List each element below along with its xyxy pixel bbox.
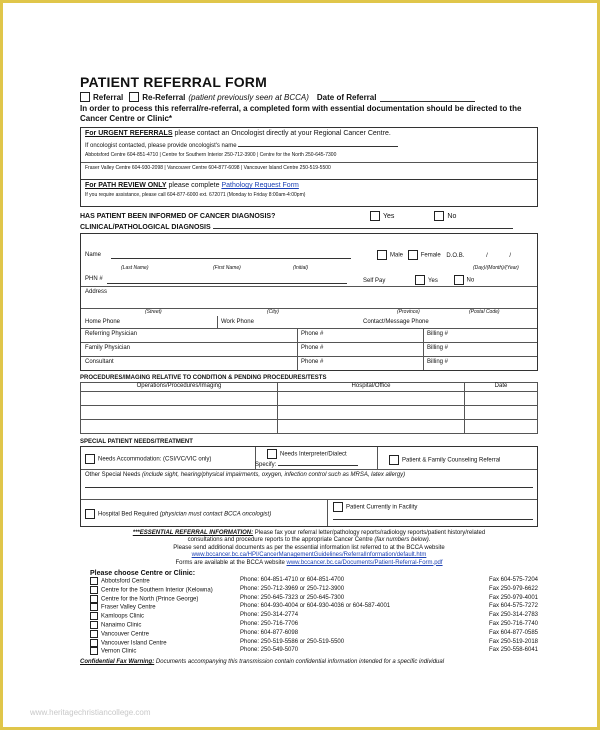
facility-name-field[interactable] bbox=[333, 519, 533, 520]
clinic-checkbox[interactable] bbox=[90, 577, 98, 585]
self-pay-yes-checkbox[interactable] bbox=[415, 275, 425, 285]
clinic-phone: Phone: 604-930-4004 or 604-930-4036 or 604-587-4001 bbox=[240, 603, 391, 610]
clinic-name: Kamloops Clinic bbox=[101, 613, 145, 620]
female-checkbox[interactable] bbox=[408, 250, 418, 260]
other-needs-field[interactable] bbox=[85, 487, 533, 488]
urgent-text: please contact an Oncologist directly at your Regional Cancer Centre. bbox=[174, 130, 391, 137]
referring-physician-label: Referring Physician bbox=[85, 331, 138, 337]
oncologist-name-field[interactable] bbox=[238, 140, 398, 147]
clinic-phone: Phone: 250-712-3969 or 250-712-3900 bbox=[240, 585, 345, 592]
phn-label: PHN # bbox=[85, 276, 103, 282]
fax-warning bbox=[80, 659, 538, 665]
date-of-referral-field[interactable] bbox=[380, 93, 475, 102]
clinic-name: Centre for the Southern Interior (Kelowna) bbox=[101, 587, 213, 594]
clinic-fax: Fax 250-314-2783 bbox=[488, 612, 538, 619]
hospital-col-header: Hospital/Office bbox=[278, 383, 465, 392]
clinical-diagnosis-field[interactable] bbox=[213, 222, 513, 229]
male-label: Male bbox=[390, 252, 404, 259]
clinic-heading: Please choose Centre or Clinic: bbox=[90, 570, 196, 578]
home-phone-label: Home Phone bbox=[85, 319, 121, 325]
accommodation-checkbox[interactable] bbox=[85, 454, 95, 464]
clinic-fax: Fax 250-558-6041 bbox=[488, 647, 538, 654]
other-needs-note: (include sight, hearing/physical impairments, oxygen, infection control such as MRSA, latex allergy) bbox=[142, 472, 406, 478]
clinic-fax: Fax 604-575-7272 bbox=[488, 603, 538, 610]
dob-slash-1: / bbox=[486, 252, 488, 259]
consultant-label: Consultant bbox=[85, 359, 114, 365]
table-row[interactable] bbox=[81, 420, 538, 434]
clinic-phone: Phone: 604-877-6098 bbox=[240, 629, 299, 636]
clinic-checkbox[interactable] bbox=[90, 630, 98, 638]
clinic-name: Vancouver Island Centre bbox=[101, 640, 167, 647]
clinic-phone: Phone: 250-314-2774 bbox=[240, 612, 299, 619]
clinic-option[interactable] bbox=[90, 647, 538, 656]
male-checkbox[interactable] bbox=[377, 250, 387, 260]
contact-phone-label: Contact/Message Phone bbox=[363, 319, 429, 325]
clinic-phone: Phone: 250-645-7323 or 250-645-7300 bbox=[240, 594, 345, 601]
diagnosis-question-row bbox=[80, 211, 538, 221]
dob-label: D.O.B. bbox=[446, 252, 465, 259]
interpreter-label: Needs Interpreter/Dialect bbox=[280, 451, 347, 458]
urgent-referrals-box bbox=[80, 127, 538, 180]
table-row[interactable] bbox=[81, 392, 538, 406]
sex-row bbox=[377, 250, 511, 260]
interpreter-checkbox[interactable] bbox=[267, 449, 277, 459]
procedures-table bbox=[80, 382, 538, 434]
dob-slash-2: / bbox=[509, 252, 512, 259]
clinic-option[interactable] bbox=[90, 603, 538, 612]
form-title: PATIENT REFERRAL FORM bbox=[80, 74, 267, 90]
initial-hint: (Initial) bbox=[293, 265, 309, 271]
clinic-fax: Fax 250-979-6622 bbox=[488, 585, 538, 592]
intro-text: In order to process this referral/re-referral, a completed form with essential documentation should be directed to the Cancer Centre or Clinic* bbox=[80, 104, 522, 123]
date-of-referral-label: Date of Referral bbox=[316, 92, 377, 102]
referral-form bbox=[80, 70, 538, 665]
hospital-bed-note: (physician must contact BCCA oncologist) bbox=[159, 511, 272, 518]
clinic-fax: Fax 250-716-7740 bbox=[488, 620, 538, 627]
city-hint: (City) bbox=[267, 309, 279, 315]
rereferral-label: Re-Referral bbox=[142, 92, 186, 102]
clinic-phone: Phone: 250-519-5586 or 250-519-5500 bbox=[240, 638, 345, 645]
family-physician-label: Family Physician bbox=[85, 345, 131, 351]
phn-field[interactable] bbox=[107, 283, 347, 284]
referral-checkbox[interactable] bbox=[80, 92, 90, 102]
fax-warning-heading: Confidential Fax Warning: bbox=[80, 659, 155, 666]
clinic-option[interactable] bbox=[90, 577, 538, 586]
clinic-name: Vernon Clinic bbox=[101, 648, 137, 655]
table-row[interactable] bbox=[81, 406, 538, 420]
urgent-heading: For URGENT REFERRALS bbox=[85, 130, 173, 137]
path-review-box bbox=[80, 180, 538, 207]
informed-yes-label: Yes bbox=[383, 212, 395, 220]
province-hint: (Province) bbox=[397, 309, 420, 315]
path-text: please complete bbox=[168, 182, 220, 189]
family-billing-label: Billing # bbox=[427, 345, 449, 351]
rereferral-note: (patient previously seen at BCCA) bbox=[188, 92, 309, 102]
counseling-label: Patient & Family Counseling Referral bbox=[402, 457, 501, 464]
family-phone-label: Phone # bbox=[301, 345, 324, 351]
counseling-checkbox[interactable] bbox=[389, 455, 399, 465]
urgent-centres-line1: Abbotsford Centre 604-851-4710 | Centre for Southern Interior 250-712-3900 | Centre for the North 250-645-7300 bbox=[85, 152, 337, 158]
clinic-checkbox[interactable] bbox=[90, 647, 98, 655]
clinic-option[interactable] bbox=[90, 612, 538, 621]
clinic-checkbox[interactable] bbox=[90, 603, 98, 611]
referral-form-pdf-link[interactable]: www.bccancer.bc.ca/Documents/Patient-Referral-Form.pdf bbox=[286, 559, 443, 566]
path-heading: For PATH REVIEW ONLY bbox=[85, 182, 167, 189]
in-facility-checkbox[interactable] bbox=[333, 502, 343, 512]
in-facility-label: Patient Currently in Facility bbox=[346, 504, 418, 511]
clinic-option[interactable] bbox=[90, 621, 538, 630]
procedures-col-header: Operations/Procedures/Imaging bbox=[81, 383, 278, 392]
clinic-phone: Phone: 604-851-4710 or 604-851-4700 bbox=[240, 577, 345, 584]
last-name-hint: (Last Name) bbox=[121, 265, 149, 271]
first-name-hint: (First Name) bbox=[213, 265, 241, 271]
clinic-checkbox[interactable] bbox=[90, 639, 98, 647]
name-field[interactable] bbox=[111, 258, 351, 259]
clinic-option[interactable] bbox=[90, 586, 538, 595]
clinic-fax: Fax 250-979-4001 bbox=[488, 594, 538, 601]
special-needs-heading: SPECIAL PATIENT NEEDS/TREATMENT bbox=[80, 439, 193, 445]
self-pay-label: Self Pay bbox=[363, 277, 386, 284]
essential-info bbox=[80, 530, 538, 567]
clinic-name: Nanaimo Clinic bbox=[101, 622, 142, 629]
informed-no-checkbox[interactable] bbox=[434, 211, 444, 221]
clinic-fax: Fax 604-575-7204 bbox=[488, 577, 538, 584]
clinic-name: Vancouver Centre bbox=[101, 631, 149, 638]
watermark-text: www.heritagechristiancollege.com bbox=[30, 708, 151, 717]
clinic-name: Centre for the North (Prince George) bbox=[101, 596, 199, 603]
clinic-checkbox[interactable] bbox=[90, 595, 98, 603]
referring-phone-label: Phone # bbox=[301, 331, 324, 337]
clinic-phone: Phone: 250-716-7706 bbox=[240, 620, 299, 627]
clinic-fax: Fax 604-877-0585 bbox=[488, 629, 538, 636]
clinic-option[interactable] bbox=[90, 630, 538, 639]
self-pay-no-label: No bbox=[466, 277, 475, 284]
diagnosis-question: HAS PATIENT BEEN INFORMED OF CANCER DIAGNOSIS? bbox=[80, 212, 276, 220]
address-label: Address bbox=[85, 289, 108, 295]
essential-text-2b: (fax numbers below). bbox=[374, 537, 431, 544]
oncologist-label: If oncologist contacted, please provide oncologist's name bbox=[85, 143, 237, 149]
essential-text-4: Forms are available at the BCCA website bbox=[175, 559, 285, 566]
consultant-phone-label: Phone # bbox=[301, 359, 324, 365]
female-label: Female bbox=[420, 252, 441, 259]
informed-no-label: No bbox=[447, 212, 457, 220]
accommodation-label: Needs Accommodation: (CSI/VC/VIC only) bbox=[98, 456, 212, 463]
referral-label: Referral bbox=[93, 92, 124, 102]
self-pay-no-checkbox[interactable] bbox=[454, 275, 464, 285]
fax-warning-text: Documents accompanying this transmission contain confidential information intended for a specific individual bbox=[155, 659, 445, 666]
referral-info-link[interactable]: www.bccancer.bc.ca/HPI/CancerManagementGuidelines/ReferralInformation/default.htm bbox=[191, 552, 427, 559]
street-hint: (Street) bbox=[145, 309, 162, 315]
other-needs-label: Other Special Needs bbox=[85, 472, 141, 478]
hospital-bed-checkbox[interactable] bbox=[85, 509, 95, 519]
procedures-heading: PROCEDURES/IMAGING RELATIVE TO CONDITION & PENDING PROCEDURES/TESTS bbox=[80, 375, 327, 381]
essential-text-1: Please fax your referral letter/pathology reports/radiology reports/patient history/related bbox=[254, 530, 486, 536]
clinical-diagnosis-label: CLINICAL/PATHOLOGICAL DIAGNOSIS bbox=[80, 224, 211, 231]
essential-text-2: consultations and procedure reports to the appropriate Cancer Centre bbox=[187, 537, 373, 544]
dob-format-hint: (Day)/(Month)/(Year) bbox=[473, 265, 519, 271]
clinic-checkbox[interactable] bbox=[90, 621, 98, 629]
hospital-bed-label: Hospital Bed Required bbox=[98, 511, 159, 518]
special-needs-box bbox=[80, 446, 538, 527]
consultant-billing-label: Billing # bbox=[427, 359, 449, 365]
clinic-option[interactable] bbox=[90, 639, 538, 648]
name-label: Name bbox=[85, 252, 102, 258]
essential-text-3: Please send additional documents as per the essential information list referred to at the BCCA website bbox=[173, 544, 445, 551]
clinic-phone: Phone: 250-549-5070 bbox=[240, 647, 299, 654]
referral-type-row bbox=[80, 92, 538, 102]
clinic-option[interactable] bbox=[90, 595, 538, 604]
patient-info-box bbox=[80, 233, 538, 371]
postal-hint: (Postal Code) bbox=[469, 309, 500, 315]
clinic-list bbox=[90, 577, 538, 656]
clinical-diagnosis-row bbox=[80, 222, 538, 231]
work-phone-label: Work Phone bbox=[221, 319, 254, 325]
specify-field[interactable] bbox=[278, 460, 358, 466]
urgent-centres-line2: Fraser Valley Centre 604-930-2098 | Vancouver Centre 604-877-6098 | Vancouver Island Centre 250-519-5500 bbox=[81, 162, 537, 171]
referring-billing-label: Billing # bbox=[427, 331, 449, 337]
essential-heading: ***ESSENTIAL REFERRAL INFORMATION: bbox=[132, 530, 254, 536]
clinic-fax: Fax 250-519-2018 bbox=[488, 638, 538, 645]
pathology-request-form-link[interactable]: Pathology Request Form bbox=[221, 182, 299, 189]
self-pay-yes-label: Yes bbox=[428, 277, 438, 284]
specify-label: Specify: bbox=[255, 462, 277, 468]
informed-yes-checkbox[interactable] bbox=[370, 211, 380, 221]
clinic-name: Fraser Valley Centre bbox=[101, 604, 156, 611]
self-pay-row bbox=[363, 275, 474, 285]
rereferral-checkbox[interactable] bbox=[129, 92, 139, 102]
clinic-name: Abbotsford Centre bbox=[101, 578, 150, 585]
path-assist-text: If you require assistance, please call 604-877-6000 ext. 672071 (Monday to Friday 8:00am-4:00pm) bbox=[85, 192, 306, 198]
clinic-checkbox[interactable] bbox=[90, 612, 98, 620]
date-col-header: Date bbox=[465, 383, 538, 392]
clinic-checkbox[interactable] bbox=[90, 586, 98, 594]
